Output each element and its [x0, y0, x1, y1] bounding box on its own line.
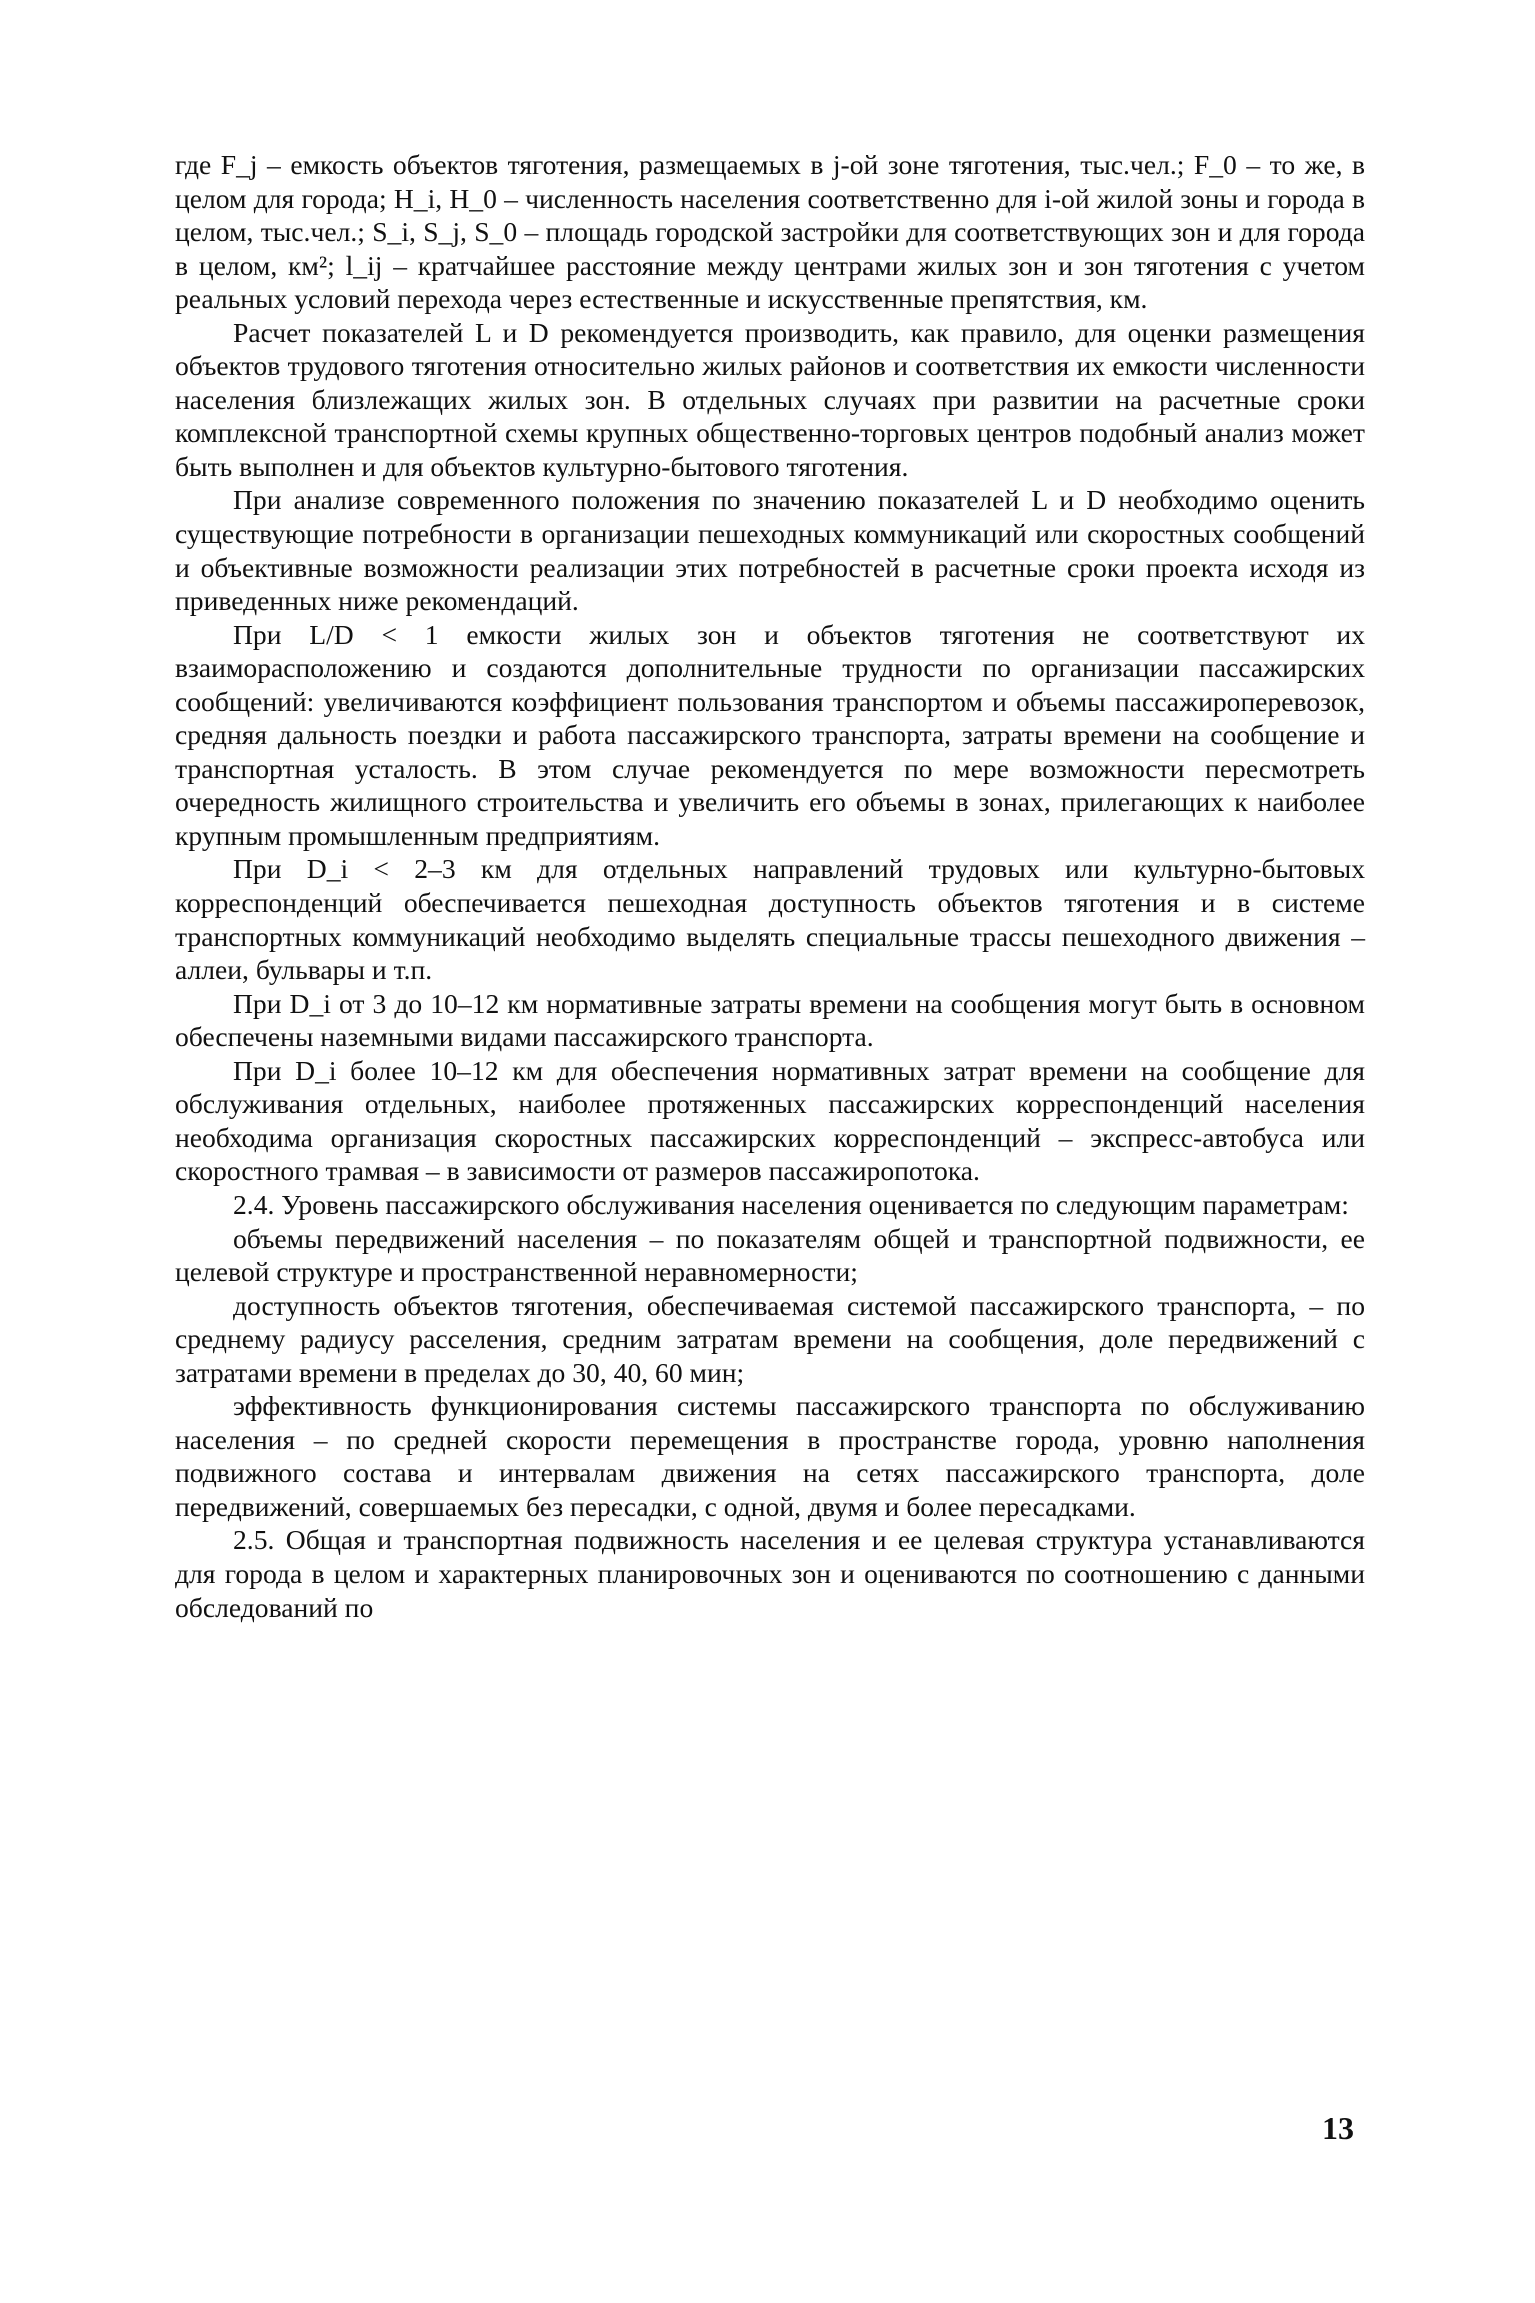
paragraph-analysis: При анализе современного положения по значению показателей L и D необходимо оценить существующие потребности в организации пешеходных коммуникаций или скоростных сообщений и объективные возможности реализации этих потребностей в расчетные сроки проекта исходя из приведенных ниже рекомендаций.	[175, 484, 1365, 617]
paragraph-ratio-less-than-one: При L/D < 1 емкости жилых зон и объектов тяготения не соответствуют их взаиморасположению и создаются дополнительные трудности по организации пассажирских сообщений: увеличиваются коэффициент пользования транспортом и объемы пассажироперевозок, средняя дальность поездки и работа пассажирского транспорта, затраты времени на сообщение и транспортная усталость. В этом случае рекомендуется по мере возможности пересмотреть очередность жилищного строительства и увеличить его объемы в зонах, прилегающих к наиболее крупным промышленным предприятиям.	[175, 618, 1365, 851]
section-2-4: 2.4. Уровень пассажирского обслуживания населения оценивается по следующим параметрам:	[233, 1188, 1349, 1220]
list-item-accessibility: доступность объектов тяготения, обеспечиваемая системой пассажирского транспорта, – по среднему радиусу расселения, средним затратам времени на сообщения, доле передвижений с затратами времени в пределах до 30, 40, 60 мин;	[175, 1289, 1365, 1388]
paragraph-distance-over-12km: При D_i более 10–12 км для обеспечения нормативных затрат времени на сообщение для обслуживания отдельных, наиболее протяженных пассажирских корреспонденций населения необходима организация скоростных пассажирских корреспонденций – экспресс-автобуса или скоростного трамвая – в зависимости от размеров пассажиропотока.	[175, 1054, 1365, 1187]
page-number: 13	[1322, 2110, 1354, 2146]
list-item-efficiency: эффективность функционирования системы пассажирского транспорта по обслуживанию населения – по средней скорости перемещения в пространстве города, уровню наполнения подвижного состава и интервалам движения на сетях пассажирского транспорта, доле передвижений, совершаемых без пересадки, с одной, двумя и более пересадками.	[175, 1390, 1365, 1522]
list-item-volumes: объемы передвижений населения – по показателям общей и транспортной подвижности, ее целевой структуре и пространственной неравномерности;	[175, 1222, 1365, 1288]
paragraph-calculation: Расчет показателей L и D рекомендуется производить, как правило, для оценки размещения объектов трудового тяготения относительно жилых районов и соответствия их емкости численности населения близлежащих жилых зон. В отдельных случаях при развитии на расчетные сроки комплексной транспортной схемы крупных общественно-торговых центров подобный анализ может быть выполнен и для объектов культурно-бытового тяготения.	[175, 316, 1365, 482]
body-text	[175, 148, 1365, 1624]
paragraph-distance-under-3km: При D_i < 2–3 км для отдельных направлений трудовых или культурно-бытовых корреспонденций обеспечивается пешеходная доступность объектов тяготения и в системе транспортных коммуникаций необходимо выделять специальные трассы пешеходного движения – аллеи, бульвары и т.п.	[175, 853, 1365, 986]
section-2-5: 2.5. Общая и транспортная подвижность населения и ее целевая структура устанавливаются для города в целом и характерных планировочных зон и оцениваются по соотношению с данными обследований по	[175, 1524, 1365, 1623]
paragraph-distance-3-to-12km: При D_i от 3 до 10–12 км нормативные затраты времени на сообщения могут быть в основном обеспечены наземными видами пассажирского транспорта.	[175, 987, 1365, 1053]
paragraph-definitions: где F_j – емкость объектов тяготения, размещаемых в j-ой зоне тяготения, тыс.чел.; F_0 – то же, в целом для города; H_i, H_0 – численность населения соответственно для i-ой жилой зоны и города в целом, тыс.чел.; S_i, S_j, S_0 – площадь городской застройки для соответствующих зон и для города в целом, км²; l_ij – кратчайшее расстояние между центрами жилых зон и зон тяготения с учетом реальных условий перехода через естественные и искусственные препятствия, км.	[175, 149, 1365, 315]
